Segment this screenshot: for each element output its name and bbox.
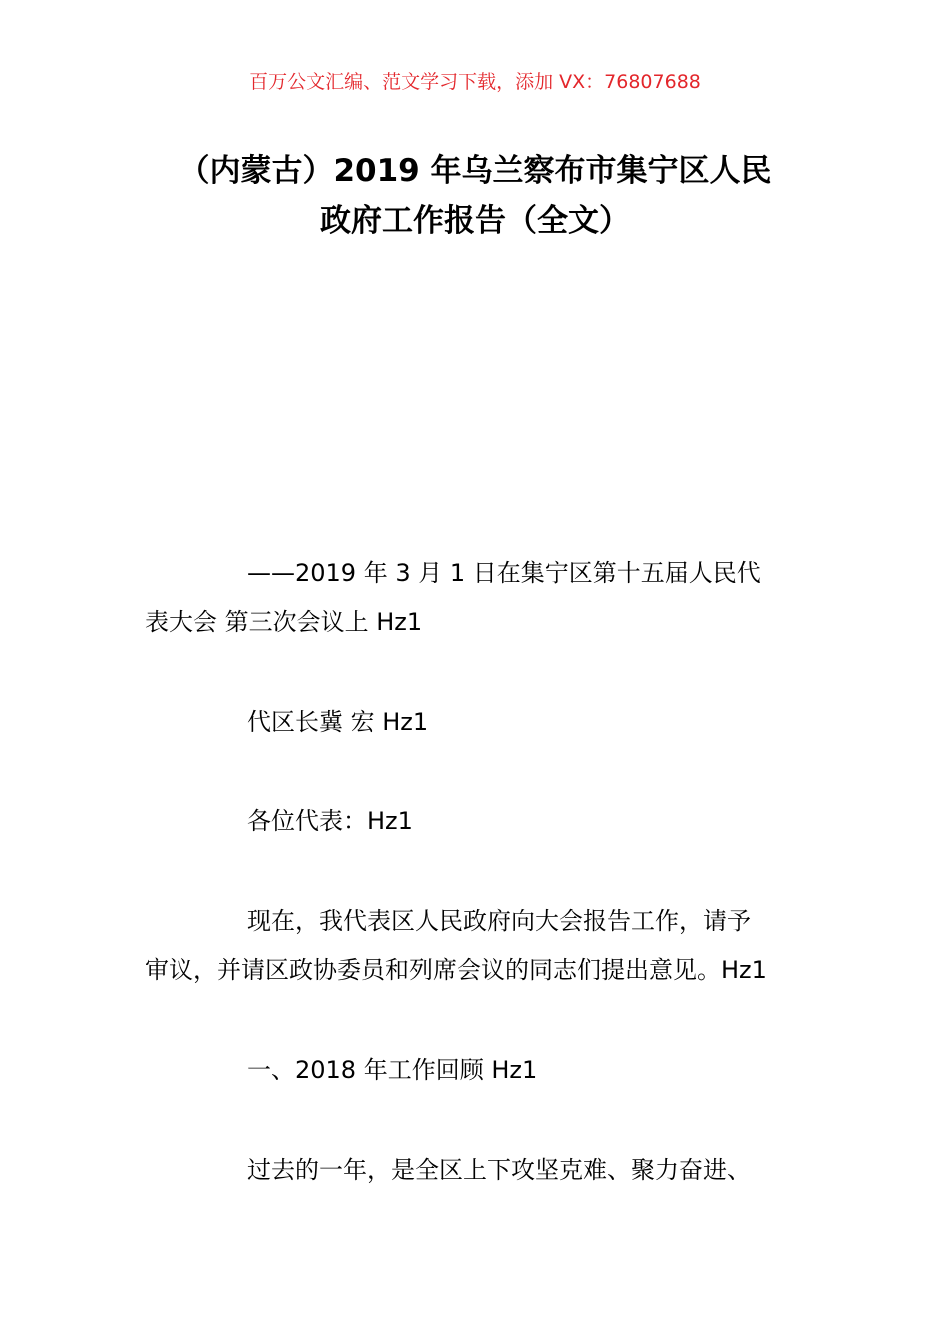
- intro-line-2: 审议，并请区政协委员和列席会议的同志们提出意见。Hz1: [145, 956, 767, 984]
- section-heading-1: 一、2018 年工作回顾 Hz1: [247, 1056, 538, 1084]
- review-line-1: 过去的一年，是全区上下攻坚克难、聚力奋进、: [247, 1156, 751, 1184]
- document-title-line-1: （内蒙古）2019 年乌兰察布市集宁区人民: [178, 153, 772, 189]
- document-title-line-2: 政府工作报告（全文）: [320, 203, 630, 239]
- subtitle-line-1: ——2019 年 3 月 1 日在集宁区第十五届人民代: [247, 559, 761, 587]
- intro-line-1: 现在，我代表区人民政府向大会报告工作，请予: [247, 907, 751, 935]
- subtitle-line-2: 表大会 第三次会议上 Hz1: [145, 608, 423, 636]
- watermark-header: 百万公文汇编、范文学习下载，添加 VX：76807688: [249, 71, 701, 93]
- salutation-line: 各位代表：Hz1: [247, 807, 413, 835]
- speaker-line: 代区长冀 宏 Hz1: [247, 708, 429, 736]
